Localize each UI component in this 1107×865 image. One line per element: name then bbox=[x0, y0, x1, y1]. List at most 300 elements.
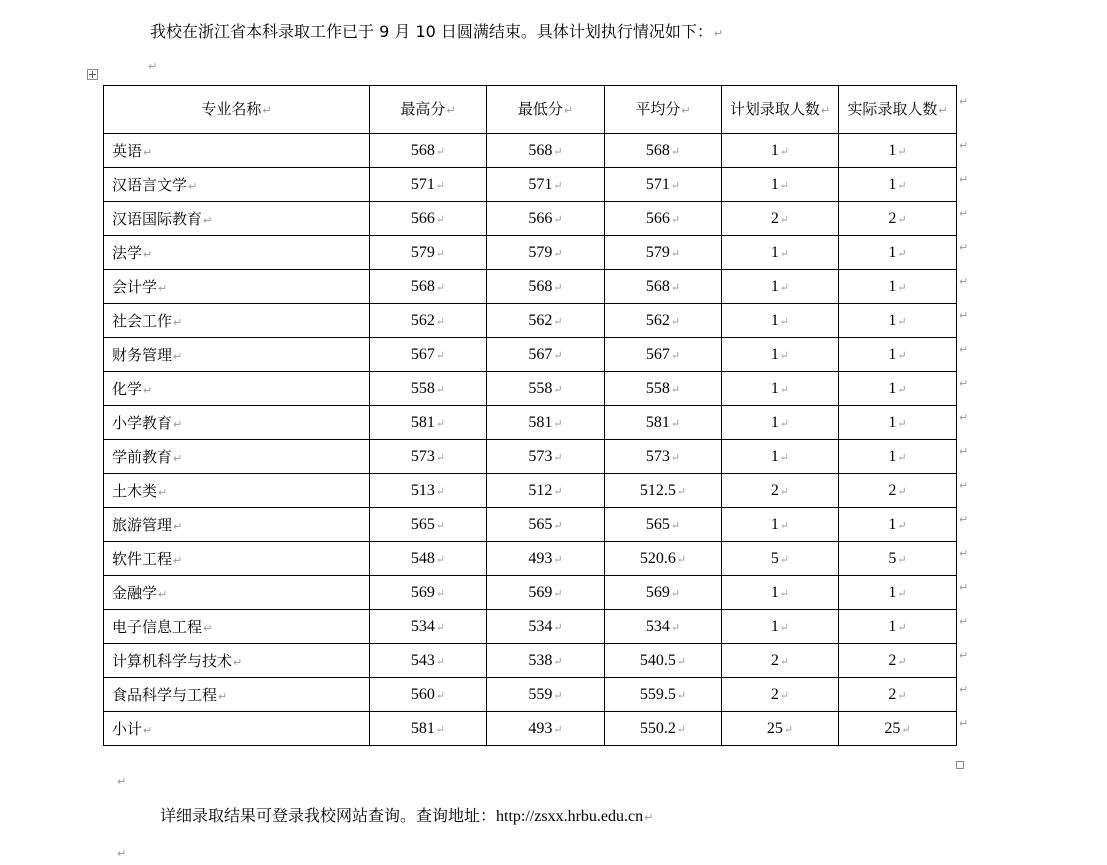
cell-value: 1 bbox=[888, 311, 897, 329]
cell-value: 1 bbox=[770, 277, 779, 295]
cell-value: 2 bbox=[770, 685, 779, 703]
cell-mark-icon: ↵ bbox=[779, 179, 790, 192]
cell-mark-icon: ↵ bbox=[897, 553, 907, 566]
cell-mark-icon: ↵ bbox=[670, 213, 681, 226]
cell-value: 1 bbox=[770, 413, 779, 431]
row-end-mark-icon: ↵ bbox=[959, 207, 969, 220]
row-end-mark-icon: ↵ bbox=[959, 649, 969, 662]
cell-mark-icon: ↵ bbox=[779, 383, 790, 396]
cell-mark-icon: ↵ bbox=[143, 146, 153, 159]
cell-mark-icon: ↵ bbox=[553, 349, 563, 362]
cell-mark-icon: ↵ bbox=[670, 179, 681, 192]
row-end-mark-icon: ↵ bbox=[959, 615, 969, 628]
max-score-cell bbox=[370, 576, 487, 610]
cell-mark-icon: ↵ bbox=[188, 180, 198, 193]
header-actual-count bbox=[839, 86, 957, 134]
table-row bbox=[104, 372, 957, 406]
header-label: 实际录取人数 bbox=[847, 99, 938, 118]
cell-mark-icon: ↵ bbox=[897, 519, 907, 532]
cell-mark-icon: ↵ bbox=[435, 553, 446, 566]
cell-mark-icon: ↵ bbox=[158, 588, 168, 601]
cell-mark-icon: ↵ bbox=[779, 485, 790, 498]
table-row bbox=[104, 202, 957, 236]
cell-value: 569 bbox=[528, 583, 553, 601]
cell-value: 558 bbox=[528, 379, 553, 397]
cell-value: 567 bbox=[410, 345, 435, 363]
cell-value: 565 bbox=[645, 515, 670, 533]
cell-value: 食品科学与工程 bbox=[112, 686, 218, 704]
cell-mark-icon: ↵ bbox=[173, 554, 183, 567]
min-score-cell bbox=[487, 610, 605, 644]
cell-value: 566 bbox=[410, 209, 435, 227]
planned-count-cell bbox=[722, 338, 839, 372]
major-name-cell bbox=[104, 372, 370, 406]
min-score-cell bbox=[487, 338, 605, 372]
actual-count-cell bbox=[839, 644, 957, 678]
table-resize-handle-icon[interactable] bbox=[956, 761, 964, 769]
major-name-cell bbox=[104, 202, 370, 236]
max-score-cell bbox=[370, 134, 487, 168]
cell-value: 旅游管理 bbox=[112, 516, 173, 534]
table-row bbox=[104, 134, 957, 168]
row-end-mark-icon: ↵ bbox=[959, 377, 969, 390]
avg-score-cell bbox=[605, 202, 722, 236]
cell-mark-icon: ↵ bbox=[670, 315, 681, 328]
cell-value: 小计 bbox=[112, 720, 143, 738]
actual-count-cell bbox=[839, 508, 957, 542]
max-score-cell bbox=[370, 372, 487, 406]
min-score-cell bbox=[487, 576, 605, 610]
cell-value: 559.5 bbox=[639, 685, 676, 703]
actual-count-cell bbox=[839, 576, 957, 610]
avg-score-cell bbox=[605, 372, 722, 406]
planned-count-cell bbox=[722, 576, 839, 610]
cell-mark-icon: ↵ bbox=[435, 383, 446, 396]
min-score-cell bbox=[487, 678, 605, 712]
row-end-mark-icon: ↵ bbox=[959, 173, 969, 186]
cell-value: 493 bbox=[528, 549, 553, 567]
avg-score-cell bbox=[605, 168, 722, 202]
table-row bbox=[104, 610, 957, 644]
cell-value: 1 bbox=[770, 175, 779, 193]
cell-value: 569 bbox=[645, 583, 670, 601]
cell-mark-icon: ↵ bbox=[553, 281, 563, 294]
avg-score-cell bbox=[605, 236, 722, 270]
cell-mark-icon: ↵ bbox=[779, 281, 790, 294]
note-paragraph bbox=[160, 806, 653, 828]
cell-mark-icon: ↵ bbox=[143, 384, 153, 397]
cell-value: 1 bbox=[888, 515, 897, 533]
planned-count-cell bbox=[722, 644, 839, 678]
cell-mark-icon: ↵ bbox=[435, 485, 446, 498]
avg-score-cell bbox=[605, 576, 722, 610]
actual-count-cell bbox=[839, 712, 957, 746]
cell-mark-icon: ↵ bbox=[897, 417, 907, 430]
major-name-cell bbox=[104, 678, 370, 712]
min-score-cell bbox=[487, 406, 605, 440]
cell-mark-icon: ↵ bbox=[553, 247, 563, 260]
cell-value: 1 bbox=[770, 447, 779, 465]
min-score-cell bbox=[487, 168, 605, 202]
table-row bbox=[104, 542, 957, 576]
cell-mark-icon: ↵ bbox=[563, 103, 574, 117]
cell-value: 534 bbox=[528, 617, 553, 635]
min-score-cell bbox=[487, 270, 605, 304]
actual-count-cell bbox=[839, 372, 957, 406]
cell-mark-icon: ↵ bbox=[553, 179, 563, 192]
row-end-mark-icon: ↵ bbox=[959, 343, 969, 356]
row-end-mark-icon: ↵ bbox=[959, 547, 969, 560]
row-end-mark-icon: ↵ bbox=[959, 683, 969, 696]
cell-value: 571 bbox=[410, 175, 435, 193]
table-row bbox=[104, 406, 957, 440]
min-score-cell bbox=[487, 236, 605, 270]
cell-mark-icon: ↵ bbox=[553, 689, 563, 702]
avg-score-cell bbox=[605, 406, 722, 440]
cell-value: 568 bbox=[645, 277, 670, 295]
cell-value: 571 bbox=[645, 175, 670, 193]
avg-score-cell bbox=[605, 338, 722, 372]
cell-value: 573 bbox=[645, 447, 670, 465]
cell-value: 法学 bbox=[112, 244, 143, 262]
cell-mark-icon: ↵ bbox=[670, 417, 681, 430]
cell-mark-icon: ↵ bbox=[779, 315, 790, 328]
row-end-mark-icon: ↵ bbox=[959, 139, 969, 152]
cell-value: 493 bbox=[528, 719, 553, 737]
max-score-cell bbox=[370, 610, 487, 644]
cell-mark-icon: ↵ bbox=[779, 519, 790, 532]
planned-count-cell bbox=[722, 508, 839, 542]
actual-count-cell bbox=[839, 236, 957, 270]
cell-value: 2 bbox=[770, 651, 779, 669]
cell-value: 534 bbox=[645, 617, 670, 635]
cell-value: 571 bbox=[528, 175, 553, 193]
cell-value: 1 bbox=[888, 413, 897, 431]
actual-count-cell bbox=[839, 134, 957, 168]
cell-value: 1 bbox=[888, 617, 897, 635]
avg-score-cell bbox=[605, 270, 722, 304]
cell-value: 581 bbox=[410, 413, 435, 431]
cell-mark-icon: ↵ bbox=[553, 417, 563, 430]
cell-value: 560 bbox=[410, 685, 435, 703]
max-score-cell bbox=[370, 678, 487, 712]
cell-mark-icon: ↵ bbox=[779, 417, 790, 430]
cell-value: 2 bbox=[888, 685, 897, 703]
cell-mark-icon: ↵ bbox=[897, 621, 907, 634]
min-score-cell bbox=[487, 712, 605, 746]
cell-value: 548 bbox=[410, 549, 435, 567]
cell-mark-icon: ↵ bbox=[897, 349, 907, 362]
cell-value: 562 bbox=[645, 311, 670, 329]
cell-mark-icon: ↵ bbox=[435, 247, 446, 260]
cell-value: 土木类 bbox=[112, 482, 158, 500]
cell-mark-icon: ↵ bbox=[435, 587, 446, 600]
cell-mark-icon: ↵ bbox=[435, 281, 446, 294]
cell-mark-icon: ↵ bbox=[897, 179, 907, 192]
cell-value: 567 bbox=[528, 345, 553, 363]
cell-mark-icon: ↵ bbox=[553, 485, 563, 498]
row-end-mark-icon: ↵ bbox=[959, 241, 969, 254]
cell-mark-icon: ↵ bbox=[553, 213, 563, 226]
row-end-mark-icon: ↵ bbox=[959, 275, 969, 288]
cell-mark-icon: ↵ bbox=[897, 247, 907, 260]
major-name-cell bbox=[104, 236, 370, 270]
max-score-cell bbox=[370, 474, 487, 508]
cell-value: 568 bbox=[528, 141, 553, 159]
cell-mark-icon: ↵ bbox=[435, 519, 446, 532]
table-row bbox=[104, 712, 957, 746]
cell-mark-icon: ↵ bbox=[435, 315, 446, 328]
cell-mark-icon: ↵ bbox=[553, 587, 563, 600]
cell-mark-icon: ↵ bbox=[435, 349, 446, 362]
cell-mark-icon: ↵ bbox=[676, 655, 687, 668]
cell-mark-icon: ↵ bbox=[553, 451, 563, 464]
cell-mark-icon: ↵ bbox=[158, 486, 168, 499]
cell-mark-icon: ↵ bbox=[553, 315, 563, 328]
actual-count-cell bbox=[839, 542, 957, 576]
max-score-cell bbox=[370, 236, 487, 270]
cell-value: 5 bbox=[888, 549, 897, 567]
avg-score-cell bbox=[605, 610, 722, 644]
planned-count-cell bbox=[722, 134, 839, 168]
cell-mark-icon: ↵ bbox=[173, 452, 183, 465]
cell-value: 1 bbox=[770, 345, 779, 363]
table-row bbox=[104, 270, 957, 304]
min-score-cell bbox=[487, 542, 605, 576]
max-score-cell bbox=[370, 202, 487, 236]
cell-mark-icon: ↵ bbox=[897, 213, 907, 226]
cell-mark-icon: ↵ bbox=[897, 315, 907, 328]
cell-mark-icon: ↵ bbox=[553, 145, 563, 158]
cell-mark-icon: ↵ bbox=[779, 621, 790, 634]
cell-mark-icon: ↵ bbox=[670, 587, 681, 600]
actual-count-cell bbox=[839, 338, 957, 372]
cell-value: 2 bbox=[888, 651, 897, 669]
avg-score-cell bbox=[605, 474, 722, 508]
cell-mark-icon: ↵ bbox=[435, 179, 446, 192]
cell-mark-icon: ↵ bbox=[435, 213, 446, 226]
planned-count-cell bbox=[722, 270, 839, 304]
planned-count-cell bbox=[722, 542, 839, 576]
table-header-row bbox=[104, 86, 957, 134]
cell-value: 汉语言文学 bbox=[112, 176, 188, 194]
major-name-cell bbox=[104, 304, 370, 338]
cell-value: 562 bbox=[528, 311, 553, 329]
cell-value: 1 bbox=[770, 141, 779, 159]
major-name-cell bbox=[104, 406, 370, 440]
cell-mark-icon: ↵ bbox=[158, 282, 168, 295]
cell-mark-icon: ↵ bbox=[670, 519, 681, 532]
cell-value: 1 bbox=[888, 277, 897, 295]
cell-value: 579 bbox=[410, 243, 435, 261]
cell-value: 1 bbox=[888, 175, 897, 193]
row-end-mark-icon: ↵ bbox=[959, 445, 969, 458]
cell-value: 569 bbox=[410, 583, 435, 601]
cell-value: 558 bbox=[645, 379, 670, 397]
cell-mark-icon: ↵ bbox=[779, 213, 790, 226]
cell-mark-icon: ↵ bbox=[897, 485, 907, 498]
cell-mark-icon: ↵ bbox=[173, 316, 183, 329]
cell-value: 2 bbox=[770, 481, 779, 499]
major-name-cell bbox=[104, 542, 370, 576]
major-name-cell bbox=[104, 644, 370, 678]
planned-count-cell bbox=[722, 168, 839, 202]
row-end-mark-icon: ↵ bbox=[959, 95, 969, 108]
max-score-cell bbox=[370, 644, 487, 678]
min-score-cell bbox=[487, 304, 605, 338]
cell-value: 538 bbox=[528, 651, 553, 669]
actual-count-cell bbox=[839, 474, 957, 508]
cell-value: 513 bbox=[410, 481, 435, 499]
table-move-handle-icon[interactable] bbox=[87, 69, 98, 80]
cell-mark-icon: ↵ bbox=[779, 553, 790, 566]
cell-value: 1 bbox=[888, 447, 897, 465]
cell-value: 565 bbox=[410, 515, 435, 533]
major-name-cell bbox=[104, 168, 370, 202]
cell-mark-icon: ↵ bbox=[553, 553, 563, 566]
max-score-cell bbox=[370, 440, 487, 474]
cell-value: 化学 bbox=[112, 380, 143, 398]
major-name-cell bbox=[104, 576, 370, 610]
cell-mark-icon: ↵ bbox=[779, 655, 790, 668]
cell-mark-icon: ↵ bbox=[676, 723, 687, 736]
cell-mark-icon: ↵ bbox=[173, 418, 183, 431]
cell-value: 会计学 bbox=[112, 278, 158, 296]
min-score-cell bbox=[487, 202, 605, 236]
avg-score-cell bbox=[605, 508, 722, 542]
actual-count-cell bbox=[839, 304, 957, 338]
table-row bbox=[104, 440, 957, 474]
cell-mark-icon: ↵ bbox=[446, 103, 456, 117]
cell-value: 568 bbox=[645, 141, 670, 159]
max-score-cell bbox=[370, 712, 487, 746]
max-score-cell bbox=[370, 270, 487, 304]
cell-value: 565 bbox=[528, 515, 553, 533]
paragraph-mark-icon: ↵ bbox=[644, 811, 654, 824]
paragraph-mark-icon: ↵ bbox=[148, 60, 158, 73]
avg-score-cell bbox=[605, 644, 722, 678]
header-max-score bbox=[370, 86, 487, 134]
header-label: 平均分 bbox=[635, 99, 681, 118]
cell-value: 1 bbox=[888, 583, 897, 601]
planned-count-cell bbox=[722, 610, 839, 644]
cell-mark-icon: ↵ bbox=[779, 349, 790, 362]
website-link[interactable]: http://zsxx.hrbu.edu.cn bbox=[496, 808, 644, 825]
cell-value: 1 bbox=[770, 583, 779, 601]
cell-mark-icon: ↵ bbox=[435, 655, 446, 668]
planned-count-cell bbox=[722, 202, 839, 236]
cell-mark-icon: ↵ bbox=[779, 145, 790, 158]
avg-score-cell bbox=[605, 440, 722, 474]
cell-mark-icon: ↵ bbox=[897, 689, 907, 702]
cell-mark-icon: ↵ bbox=[779, 587, 790, 600]
cell-mark-icon: ↵ bbox=[901, 723, 911, 736]
cell-value: 小学教育 bbox=[112, 414, 173, 432]
cell-mark-icon: ↵ bbox=[553, 723, 563, 736]
intro-paragraph bbox=[150, 22, 723, 44]
cell-value: 512.5 bbox=[639, 481, 676, 499]
cell-value: 579 bbox=[528, 243, 553, 261]
cell-value: 568 bbox=[410, 277, 435, 295]
cell-mark-icon: ↵ bbox=[262, 103, 272, 117]
row-end-mark-icon: ↵ bbox=[959, 411, 969, 424]
cell-mark-icon: ↵ bbox=[553, 519, 563, 532]
max-score-cell bbox=[370, 338, 487, 372]
cell-value: 汉语国际教育 bbox=[112, 210, 203, 228]
cell-value: 25 bbox=[766, 719, 783, 737]
cell-value: 1 bbox=[770, 617, 779, 635]
row-end-mark-icon: ↵ bbox=[959, 581, 969, 594]
cell-value: 1 bbox=[770, 243, 779, 261]
actual-count-cell bbox=[839, 168, 957, 202]
cell-mark-icon: ↵ bbox=[203, 622, 213, 635]
header-planned-count bbox=[722, 86, 839, 134]
cell-value: 学前教育 bbox=[112, 448, 173, 466]
row-end-mark-icon: ↵ bbox=[959, 479, 969, 492]
cell-value: 1 bbox=[888, 345, 897, 363]
planned-count-cell bbox=[722, 474, 839, 508]
cell-mark-icon: ↵ bbox=[553, 383, 563, 396]
cell-value: 1 bbox=[888, 379, 897, 397]
cell-value: 543 bbox=[410, 651, 435, 669]
actual-count-cell bbox=[839, 440, 957, 474]
admission-table bbox=[103, 85, 957, 746]
table-row bbox=[104, 236, 957, 270]
header-label: 最低分 bbox=[517, 99, 563, 118]
cell-value: 1 bbox=[770, 515, 779, 533]
cell-mark-icon: ↵ bbox=[435, 451, 446, 464]
actual-count-cell bbox=[839, 610, 957, 644]
paragraph-mark-icon: ↵ bbox=[117, 847, 127, 860]
actual-count-cell bbox=[839, 270, 957, 304]
avg-score-cell bbox=[605, 134, 722, 168]
max-score-cell bbox=[370, 542, 487, 576]
table-row bbox=[104, 576, 957, 610]
row-end-mark-icon: ↵ bbox=[959, 513, 969, 526]
cell-mark-icon: ↵ bbox=[670, 621, 681, 634]
cell-value: 社会工作 bbox=[112, 312, 173, 330]
cell-value: 581 bbox=[645, 413, 670, 431]
row-end-mark-icon: ↵ bbox=[959, 717, 969, 730]
cell-value: 1 bbox=[770, 379, 779, 397]
cell-mark-icon: ↵ bbox=[143, 248, 153, 261]
cell-mark-icon: ↵ bbox=[143, 724, 153, 737]
min-score-cell bbox=[487, 644, 605, 678]
table-row bbox=[104, 678, 957, 712]
major-name-cell bbox=[104, 712, 370, 746]
header-avg-score bbox=[605, 86, 722, 134]
cell-mark-icon: ↵ bbox=[435, 145, 446, 158]
actual-count-cell bbox=[839, 202, 957, 236]
major-name-cell bbox=[104, 440, 370, 474]
cell-mark-icon: ↵ bbox=[670, 451, 681, 464]
cell-mark-icon: ↵ bbox=[681, 103, 691, 117]
table-row bbox=[104, 474, 957, 508]
max-score-cell bbox=[370, 508, 487, 542]
cell-mark-icon: ↵ bbox=[676, 689, 687, 702]
avg-score-cell bbox=[605, 542, 722, 576]
table-row bbox=[104, 168, 957, 202]
cell-mark-icon: ↵ bbox=[670, 349, 681, 362]
cell-mark-icon: ↵ bbox=[897, 587, 907, 600]
actual-count-cell bbox=[839, 406, 957, 440]
actual-count-cell bbox=[839, 678, 957, 712]
header-label: 最高分 bbox=[400, 99, 446, 118]
max-score-cell bbox=[370, 406, 487, 440]
cell-mark-icon: ↵ bbox=[676, 485, 687, 498]
row-end-mark-icon: ↵ bbox=[959, 309, 969, 322]
planned-count-cell bbox=[722, 236, 839, 270]
